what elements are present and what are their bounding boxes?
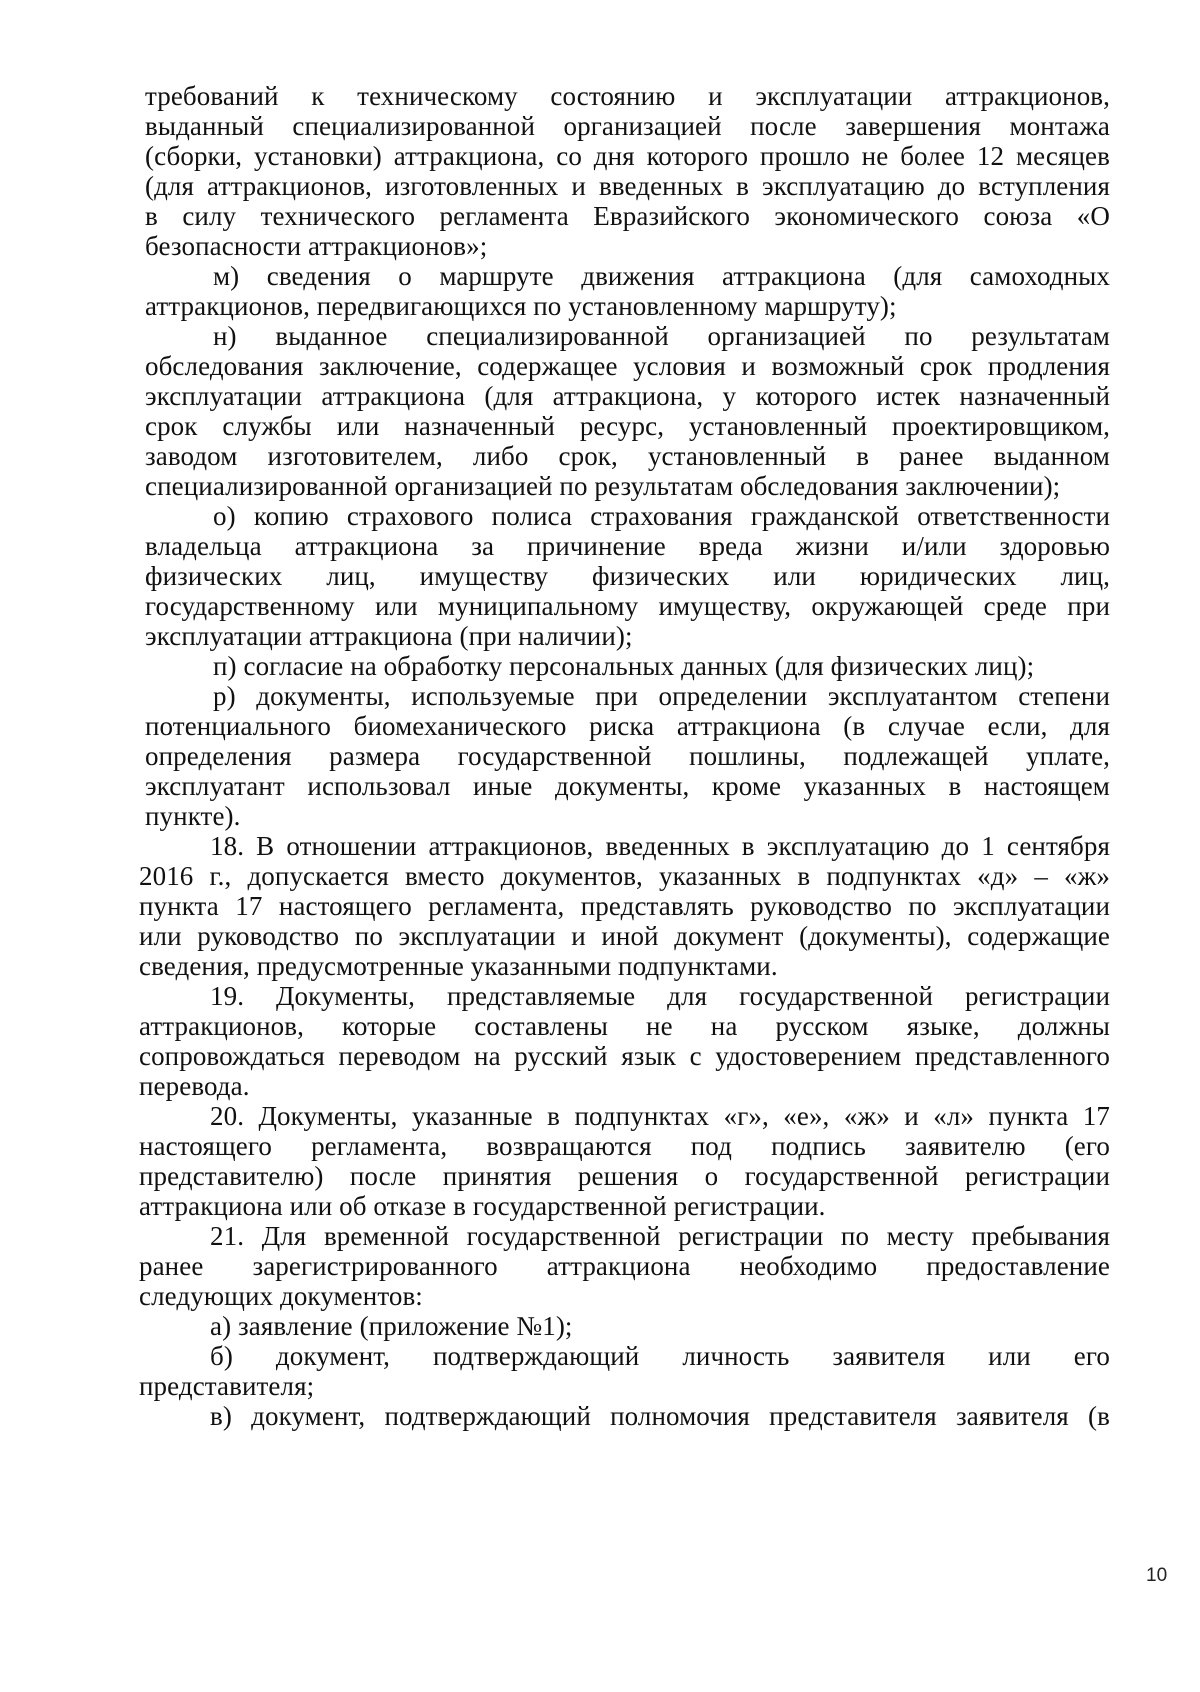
- text-line: срок службы или назначенный ресурс, установленный проектировщиком,: [145, 411, 1110, 441]
- text-line: настоящего регламента, возвращаются под подпись заявителю (его: [139, 1131, 1110, 1161]
- text-line: эксплуатации аттракциона (при наличии);: [145, 621, 633, 651]
- text-line: (для аттракционов, изготовленных и введенных в эксплуатацию до вступления: [145, 171, 1110, 201]
- text-line: а) заявление (приложение №1);: [210, 1311, 573, 1341]
- text-line: перевода.: [139, 1071, 250, 1101]
- text-line: р) документы, используемые при определении эксплуатантом степени: [213, 681, 1110, 711]
- page-number: 10: [1146, 1565, 1168, 1586]
- text-line: аттракционов, которые составлены не на русском языке, должны: [139, 1011, 1110, 1041]
- text-line: 19. Документы, представляемые для государственной регистрации: [210, 981, 1110, 1011]
- text-line: следующих документов:: [139, 1281, 423, 1311]
- text-line: 18. В отношении аттракционов, введенных в эксплуатацию до 1 сентября: [210, 831, 1110, 861]
- text-line: обследования заключение, содержащее условия и возможный срок продления: [145, 351, 1110, 381]
- text-line: сведения, предусмотренные указанными подпунктами.: [139, 951, 778, 981]
- text-line: безопасности аттракционов»;: [145, 231, 488, 261]
- text-line: определения размера государственной пошлины, подлежащей уплате,: [145, 741, 1110, 771]
- text-line: сопровождаться переводом на русский язык с удостоверением представленного: [139, 1041, 1110, 1071]
- text-line: потенциального биомеханического риска аттракциона (в случае если, для: [145, 711, 1110, 741]
- text-line: требований к техническому состоянию и эксплуатации аттракционов,: [145, 81, 1110, 111]
- text-line: представителя;: [139, 1371, 315, 1401]
- text-line: государственному или муниципальному имуществу, окружающей среде при: [145, 591, 1110, 621]
- text-line: (сборки, установки) аттракциона, со дня которого прошло не более 12 месяцев: [145, 141, 1110, 171]
- text-line: физических лиц, имуществу физических или юридических лиц,: [145, 561, 1110, 591]
- text-line: владельца аттракциона за причинение вреда жизни и/или здоровью: [145, 531, 1110, 561]
- text-line: представителю) после принятия решения о государственной регистрации: [139, 1161, 1110, 1191]
- text-line: в силу технического регламента Евразийского экономического союза «О: [145, 201, 1110, 231]
- text-line: аттракционов, передвигающихся по установленному маршруту);: [145, 291, 897, 321]
- text-line: 2016 г., допускается вместо документов, указанных в подпунктах «д» – «ж»: [139, 861, 1110, 891]
- text-line: н) выданное специализированной организацией по результатам: [213, 321, 1110, 351]
- text-line: ранее зарегистрированного аттракциона необходимо предоставление: [139, 1251, 1110, 1281]
- text-line: пункте).: [145, 801, 241, 831]
- text-line: аттракциона или об отказе в государственной регистрации.: [139, 1191, 826, 1221]
- text-line: в) документ, подтверждающий полномочия представителя заявителя (в: [210, 1401, 1110, 1431]
- text-line: эксплуатации аттракциона (для аттракциона, у которого истек назначенный: [145, 381, 1110, 411]
- text-line: специализированной организацией по результатам обследования заключении);: [145, 471, 1061, 501]
- text-line: о) копию страхового полиса страхования гражданской ответственности: [213, 501, 1110, 531]
- text-line: или руководство по эксплуатации и иной документ (документы), содержащие: [139, 921, 1110, 951]
- text-line: эксплуатант использовал иные документы, кроме указанных в настоящем: [145, 771, 1110, 801]
- text-line: заводом изготовителем, либо срок, установленный в ранее выданном: [145, 441, 1110, 471]
- text-line: 21. Для временной государственной регистрации по месту пребывания: [210, 1221, 1110, 1251]
- text-line: п) согласие на обработку персональных данных (для физических лиц);: [213, 651, 1035, 681]
- text-line: 20. Документы, указанные в подпунктах «г», «е», «ж» и «л» пункта 17: [210, 1101, 1110, 1131]
- text-line: м) сведения о маршруте движения аттракциона (для самоходных: [213, 261, 1110, 291]
- text-line: выданный специализированной организацией после завершения монтажа: [145, 111, 1110, 141]
- text-line: пункта 17 настоящего регламента, представлять руководство по эксплуатации: [139, 891, 1110, 921]
- text-line: б) документ, подтверждающий личность заявителя или его: [210, 1341, 1110, 1371]
